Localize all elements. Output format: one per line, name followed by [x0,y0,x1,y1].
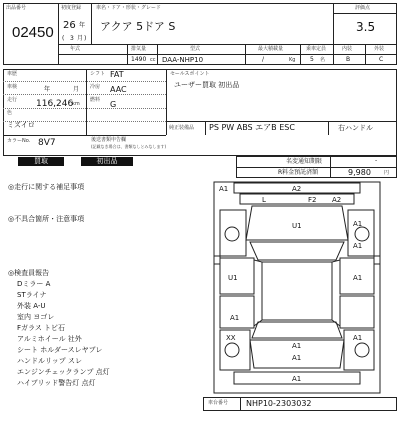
mark-a2-hood: A2 [332,196,342,204]
vin-value: NHP10-2303032 [246,399,312,408]
recycle-fee-unit: 円 [384,170,390,176]
report-item: Fガラス トビ石 [17,324,66,332]
mark-a1-rear-bumper: A1 [292,354,302,362]
equipment-label: 純正装備品 [169,125,195,131]
color-no-label: カラーNo. [7,138,31,144]
displacement-label: 排気量 [131,46,147,52]
mark-a1-top: A1 [219,185,229,193]
report-item: アルミホイール 社外 [17,335,82,343]
recycle-doc-note: (記載なき場合は、書類なしとみなします) [91,144,167,149]
fuel-label: 燃料 [90,97,101,103]
year-era: 26 [63,20,76,31]
load-label: 最大積載量 [258,46,284,52]
divider [3,94,166,95]
displacement-value: 1490 [131,56,147,63]
divider [245,44,246,65]
divider [333,13,397,14]
mark-a1-trunk: A1 [292,342,302,350]
report-item: エンジンチェックランプ 点灯 [17,368,110,376]
inspection-expiry-label: 車検 [7,84,18,90]
divider [86,69,87,135]
report-section-title: ◎検査員報告 [8,269,50,277]
mark-u1-hood: U1 [292,222,302,230]
mark-l: L [262,196,266,204]
ac-label: 冷房 [90,84,101,90]
lot-label: 出品番号 [6,5,27,11]
report-item: 外装 A-U [17,302,46,310]
exterior-label: 外装 [374,46,385,52]
model-value: DAA-NHP10 [162,56,204,64]
mark-xx-left: XX [226,334,236,342]
notice-value: - [375,157,378,164]
repair-section-title: ◎走行に関する補足事項 [8,183,85,191]
report-item: シート ホルダースレヤブレ [17,346,103,354]
shift-label: シフト [90,71,106,77]
divider [127,44,128,65]
divider [236,167,397,168]
mark-a1-bottom: A1 [292,375,302,383]
report-item: ハンドルリップ スレ [17,357,82,365]
divider [157,44,158,65]
ac-value: AAC [110,85,127,94]
lot-number: 02450 [12,24,54,41]
first-listing-tag: 初出品 [81,157,133,166]
divider [58,44,333,45]
divider [205,121,206,135]
month-unit: 月 [77,35,84,42]
load-value: / [262,56,265,63]
inspection-month-unit: 月 [73,86,80,93]
year-unit: 年 [79,22,86,29]
mark-f2: F2 [308,196,317,204]
report-item: Dミラー A [17,280,51,288]
month-open: ( [62,35,65,42]
recycle-fee-label: R料金預託済額 [278,169,319,176]
mark-a1-left-rear: A1 [230,314,240,322]
exterior-grade: C [379,56,384,63]
fuel-value: G [110,100,117,109]
recycle-fee-value: 9,980 [348,168,371,177]
divider [3,81,166,82]
month-close: ) [84,35,87,42]
sales-point-value: ユーザー買取 初出品 [174,81,240,89]
divider [365,44,366,65]
report-item: STライナ [17,291,47,299]
notice-label: 名変通知期限 [286,158,323,165]
mark-u1-left: U1 [228,274,238,282]
buy-tag: 買取 [18,157,64,166]
mark-a2-front-bumper: A2 [292,185,302,193]
divider [58,54,333,55]
model-label: 型式 [190,46,201,52]
vin-label: 車台番号 [208,400,229,406]
interior-label: 内装 [342,46,353,52]
mark-a1-right-front: A1 [353,220,363,228]
report-item: 室内 ヨゴレ [17,313,55,321]
divider [240,397,241,411]
color-no-value: 8V7 [38,138,56,148]
mark-a1-right-rear: A1 [353,274,363,282]
seats-label: 乗車定員 [306,46,327,52]
color-label: 色 [7,110,13,116]
grade-value: 3.5 [356,20,376,34]
mileage-unit: km [72,101,80,107]
shift-value: FAT [110,70,124,79]
car-damage-diagram [212,180,382,395]
divider [91,3,92,44]
divider [58,3,59,65]
recycle-doc-label: 後送書類申告欄 [91,137,127,143]
grade-label: 評価点 [355,5,371,11]
sales-point-label: セールスポイント [170,71,210,77]
divider [3,108,166,109]
year-label: 初度登録 [61,5,82,11]
divider [166,69,167,135]
interior-grade: B [346,56,351,63]
divider [300,44,301,65]
equipment-value: PS PW ABS エアB ESC [209,123,295,132]
color-value: ミズイロ [7,121,35,129]
month: 3 [70,35,74,42]
car-name: アクア 5ドア S [100,20,176,33]
load-unit: Kg [289,57,296,63]
divider [328,121,329,135]
mileage-value: 116,246 [36,99,74,109]
car-name-label: 車名・ドア・形状・グレード [96,5,161,11]
divider [330,156,331,178]
divider [166,121,397,122]
spec-year-label: 年式 [70,46,81,52]
inspection-year-unit: 年 [44,86,51,93]
seats-unit: 名 [320,57,326,63]
mark-a1-right-mid: A1 [353,242,363,250]
mark-a1-right-bumper: A1 [353,334,363,342]
seats-value: 5 [310,56,314,63]
mileage-label: 走行 [7,97,18,103]
defect-section-title: ◎不具合箇所・注意事項 [8,215,85,223]
divider [3,135,166,136]
inspection-label: 車歴 [7,71,18,77]
handle-value: 右ハンドル [338,124,373,132]
report-item: ハイブリッド警告灯 点灯 [17,379,96,387]
displacement-unit: cc [150,57,156,63]
